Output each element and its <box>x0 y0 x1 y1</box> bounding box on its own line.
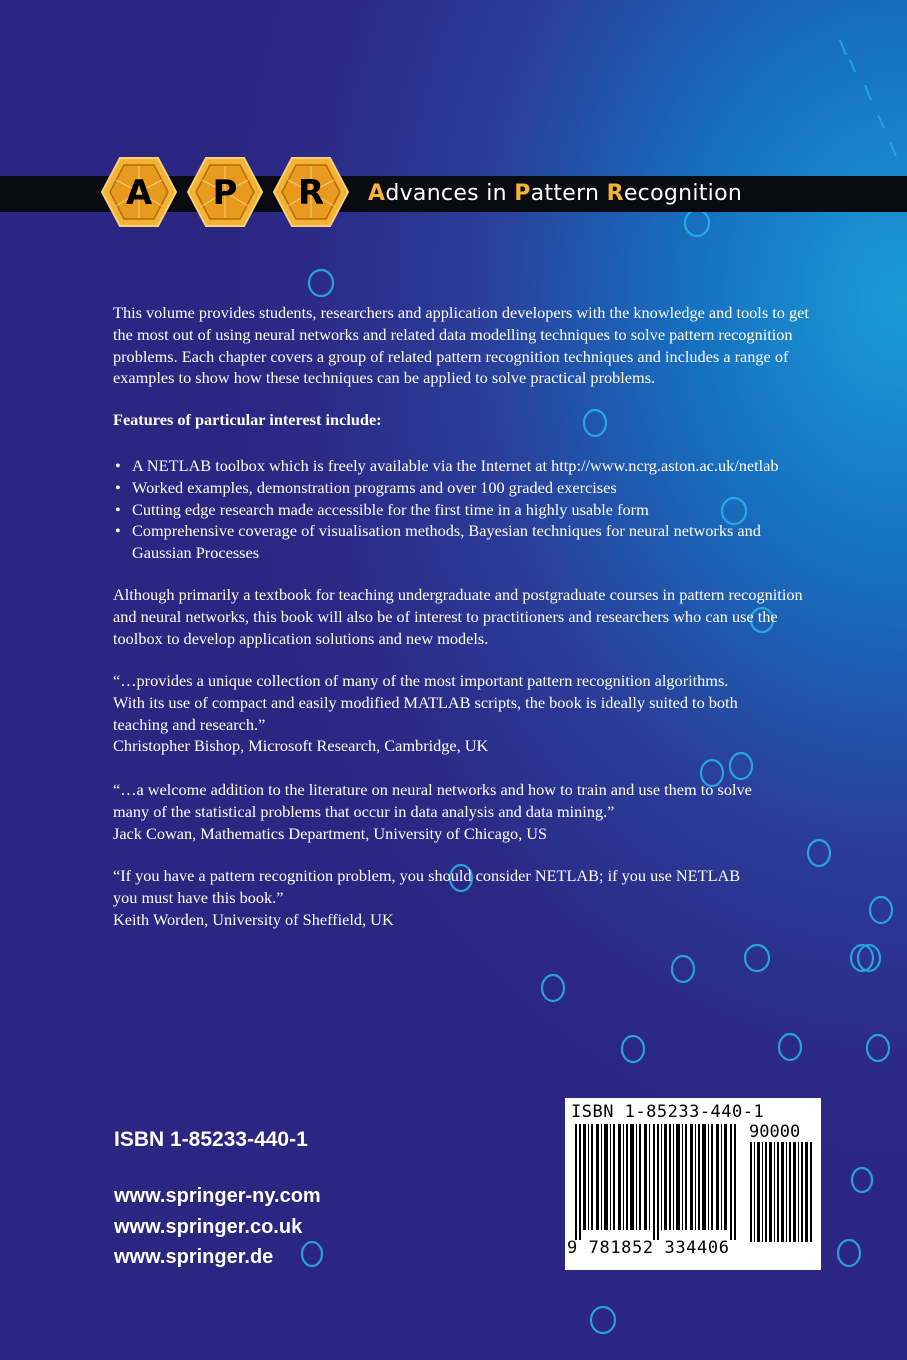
logo-hexagon-r <box>272 156 350 228</box>
barcode-isbn-text: ISBN 1-85233-440-1 <box>571 1102 765 1122</box>
text-line: Although primarily a textbook for teaching undergraduate and postgraduate courses in pattern recognition <box>113 585 803 604</box>
text-line: • Comprehensive coverage of visualisation methods, Bayesian techniques for neural networks and <box>132 521 761 541</box>
text-line: “…provides a unique collection of many of the most important pattern recognition algorithms. <box>113 671 729 690</box>
series-title-part: attern <box>530 181 607 206</box>
text-line: many of the statistical problems that occur in data analysis and data mining.” <box>113 801 615 821</box>
series-title-part: dvances in <box>385 181 515 206</box>
text-line: Cutting edge research made accessible for the first time in a highly usable form <box>132 499 649 519</box>
quote-worden <box>113 865 858 930</box>
series-title-part: ecognition <box>623 181 743 206</box>
features-heading: Features of particular interest include: <box>113 410 382 429</box>
url-springer-uk[interactable]: www.springer.co.uk <box>114 1216 303 1238</box>
series-title-part: P <box>514 181 531 206</box>
text-line: Gaussian Processes <box>132 543 260 563</box>
text-line: examples to show how these techniques can be applied to solve practical problems. <box>113 368 656 388</box>
quote-bishop <box>113 670 858 757</box>
url-springer-de[interactable]: www.springer.de <box>114 1246 274 1268</box>
list-item <box>113 455 858 477</box>
text-line: This volume provides students, researchers and application developers with the knowledge and tools to get <box>113 303 809 322</box>
text-line: and neural networks, this book will also be of interest to practitioners and researchers who can use the <box>113 606 778 626</box>
barcode-bars-main <box>573 1124 743 1240</box>
series-title <box>368 181 742 209</box>
quote-cowan <box>113 779 858 844</box>
text-line: the most out of using neural networks and related data modelling techniques to solve pattern recognition <box>113 324 793 344</box>
barcode-bars-addon <box>749 1142 815 1242</box>
text-line: Worked examples, demonstration programs and over 100 graded exercises <box>132 477 617 497</box>
text-line: A NETLAB toolbox which is freely available via the Internet at http://www.ncrg.aston.ac.uk/netlab <box>132 456 779 475</box>
text-line: toolbox to develop application solutions and new models. <box>113 628 489 648</box>
list-item <box>113 477 858 499</box>
url-springer-ny[interactable]: www.springer-ny.com <box>114 1185 321 1207</box>
text-line: you must have this book.” <box>113 887 284 907</box>
quote-attribution: Christopher Bishop, Microsoft Research, Cambridge, UK <box>113 736 489 756</box>
features-list <box>113 455 858 564</box>
barcode-price-code: 90000 <box>749 1122 801 1142</box>
text-line: With its use of compact and easily modified MATLAB scripts, the book is ideally suited to both <box>113 692 738 712</box>
audience-paragraph <box>113 584 858 649</box>
text-line: “…a welcome addition to the literature on neural networks and how to train and use them to solve <box>113 780 752 799</box>
series-title-part: R <box>606 181 624 206</box>
quote-attribution: Keith Worden, University of Sheffield, UK <box>113 909 394 929</box>
barcode-ean-number: 9 781852 334406 <box>567 1238 730 1258</box>
text-line: problems. Each chapter covers a group of related pattern recognition techniques and includes a range of <box>113 346 789 366</box>
logo-hexagon-a <box>100 156 178 228</box>
barcode <box>565 1098 821 1270</box>
isbn-label: ISBN 1-85233-440-1 <box>114 1128 308 1151</box>
list-item <box>113 520 858 564</box>
quote-attribution: Jack Cowan, Mathematics Department, University of Chicago, US <box>113 823 548 843</box>
list-item <box>113 499 858 521</box>
text-line: teaching and research.” <box>113 714 266 734</box>
series-title-part: A <box>368 181 386 206</box>
logo-letter-p: P <box>212 173 238 213</box>
text-line: “If you have a pattern recognition problem, you should consider NETLAB; if you use NETLAB <box>113 866 741 885</box>
intro-paragraph <box>113 302 858 389</box>
logo-letter-r: R <box>297 173 325 213</box>
logo-hexagon-p <box>186 156 264 228</box>
logo-letter-a: A <box>125 173 153 213</box>
